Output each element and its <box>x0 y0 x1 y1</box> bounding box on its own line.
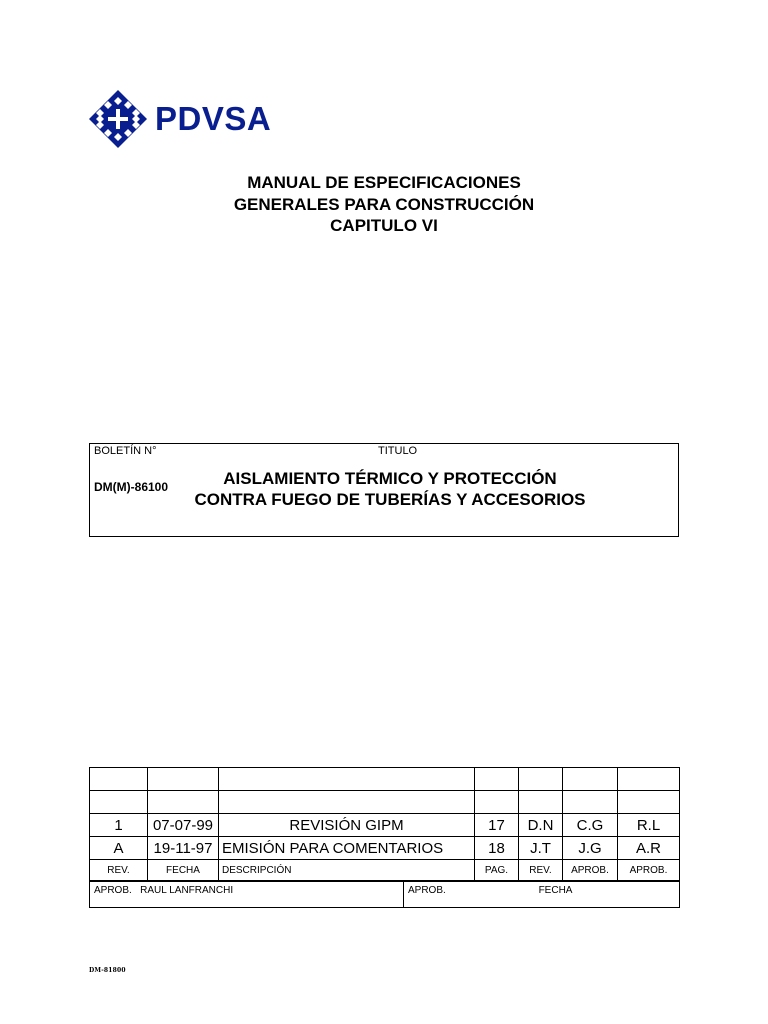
document-title-line-2: CONTRA FUEGO DE TUBERÍAS Y ACCESORIOS <box>194 490 586 509</box>
descripcion-cell: REVISIÓN GIPM <box>219 814 475 837</box>
rev-cell: A <box>90 837 148 860</box>
pag-cell: 17 <box>475 814 519 837</box>
aprob1-header: APROB. <box>563 860 618 882</box>
boletin-label: BOLETÍN N° <box>94 445 157 457</box>
boletin-number: DM(M)-86100 <box>94 480 169 494</box>
rev-by-cell: D.N <box>519 814 563 837</box>
rev-header: REV. <box>90 860 148 882</box>
aprob1-cell: C.G <box>563 814 618 837</box>
blank-row <box>90 768 680 791</box>
rev-by-header: REV. <box>519 860 563 882</box>
revision-row <box>90 837 680 860</box>
pdvsa-emblem-icon <box>89 90 147 148</box>
rev-cell: 1 <box>90 814 148 837</box>
pag-cell: 18 <box>475 837 519 860</box>
manual-title-line-1: MANUAL DE ESPECIFICACIONES <box>247 173 521 192</box>
pdvsa-logo <box>89 90 271 148</box>
aprob-label-2: APROB. <box>408 885 446 896</box>
approval-row <box>90 881 680 908</box>
descripcion-cell: EMISIÓN PARA COMENTARIOS <box>219 837 475 860</box>
blank-row <box>90 791 680 814</box>
manual-title <box>0 172 768 237</box>
aprob-name: RAUL LANFRANCHI <box>140 885 234 896</box>
document-title-line-1: AISLAMIENTO TÉRMICO Y PROTECCIÓN <box>223 469 557 488</box>
aprob2-cell: A.R <box>618 837 680 860</box>
revision-row <box>90 814 680 837</box>
aprob2-cell: R.L <box>618 814 680 837</box>
approval-cell-right <box>404 881 680 908</box>
rev-by-cell: J.T <box>519 837 563 860</box>
titulo-label: TITULO <box>378 445 418 457</box>
pag-header: PAG. <box>475 860 519 882</box>
fecha-header: FECHA <box>148 860 219 882</box>
manual-title-line-2: GENERALES PARA CONSTRUCCIÓN <box>233 194 535 214</box>
aprob1-cell: J.G <box>563 837 618 860</box>
fecha-cell: 07-07-99 <box>148 814 219 837</box>
revision-header-row <box>90 860 680 882</box>
aprob-label: APROB. <box>94 885 132 896</box>
fecha-cell: 19-11-97 <box>148 837 219 860</box>
logo-wordmark: PDVSA <box>155 100 272 137</box>
approval-cell-left <box>90 881 404 908</box>
descripcion-header: DESCRIPCIÓN <box>219 860 475 882</box>
footer-code: DM-81800 <box>89 967 126 974</box>
document-title <box>180 468 600 510</box>
revision-table <box>89 767 680 882</box>
approval-table <box>89 880 680 908</box>
boletin-box <box>89 443 679 537</box>
fecha-label: FECHA <box>538 885 573 896</box>
manual-title-line-3: CAPITULO VI <box>330 216 438 235</box>
aprob2-header: APROB. <box>618 860 680 882</box>
